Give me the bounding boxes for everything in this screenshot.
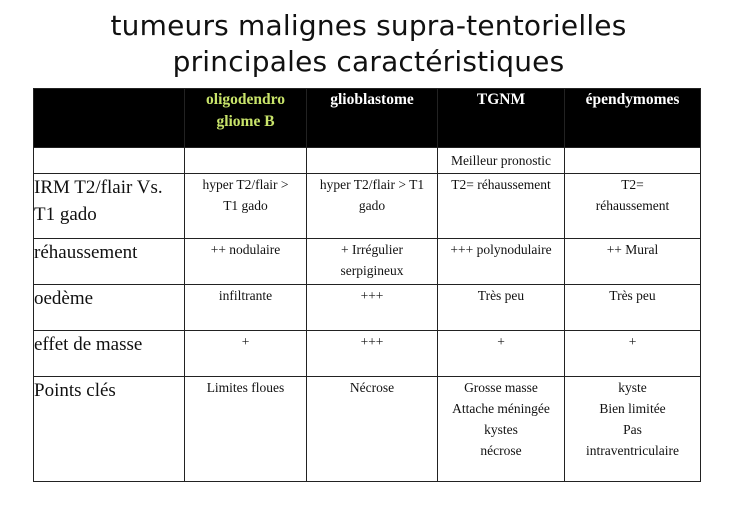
- cell-rehaussement-glio: [307, 239, 438, 285]
- cell-rehaussement-ependy: [565, 239, 701, 285]
- cell-text: intraventriculaire: [586, 443, 679, 458]
- cell-text: kyste: [618, 380, 647, 395]
- cell-text: hyper T2/flair >: [202, 177, 289, 192]
- cell-masse-glio: [307, 331, 438, 377]
- table-row-effet-de-masse: [34, 331, 701, 377]
- cell-masse-oligo: [185, 331, 307, 377]
- cell-text: T1 gado: [223, 198, 268, 213]
- table-row-rehaussement: [34, 239, 701, 285]
- table-row-prognosis: [34, 148, 701, 174]
- header-ependymomes: épendymomes: [565, 89, 701, 148]
- cell-empty-label: [34, 148, 185, 174]
- cell-text: +: [241, 334, 250, 349]
- cell-rehaussement-oligo: [185, 239, 307, 285]
- header-oligodendrogliome: [185, 89, 307, 148]
- cell-oedeme-oligo: [185, 285, 307, 331]
- cell-text: +++: [360, 334, 384, 349]
- cell-text: +: [497, 334, 505, 349]
- row-label-irm: [34, 174, 185, 239]
- cell-empty-glio: [307, 148, 438, 174]
- cell-text: +++: [360, 288, 384, 303]
- row-label-rehaussement: réhaussement: [34, 239, 185, 285]
- slide-title-line-2: principales caractéristiques: [172, 45, 565, 78]
- cell-oedeme-glio: [307, 285, 438, 331]
- cell-text: Très peu: [477, 288, 525, 303]
- cell-text: ++ nodulaire: [210, 242, 281, 257]
- cell-points-glio: [307, 377, 438, 482]
- cell-text: réhaussement: [595, 198, 670, 213]
- cell-oedeme-tgnm: [438, 285, 565, 331]
- table-row-points-cles: [34, 377, 701, 482]
- cell-points-oligo: [185, 377, 307, 482]
- cell-text: ++ Mural: [606, 242, 659, 257]
- cell-text: T2= réhaussement: [451, 177, 551, 192]
- cell-text: Pas: [623, 422, 642, 437]
- cell-text: Attache méningée: [452, 401, 550, 416]
- cell-text: Bien limitée: [599, 401, 666, 416]
- cell-text: Nécrose: [349, 380, 395, 395]
- row-label-irm-line-1: IRM T2/flair: [34, 177, 133, 198]
- cell-text: Grosse masse: [464, 380, 538, 395]
- cell-text: gado: [358, 198, 386, 213]
- cell-tgnm-prognosis: [438, 148, 565, 174]
- row-label-effet-de-masse: effet de masse: [34, 331, 185, 377]
- cell-rehaussement-tgnm: [438, 239, 565, 285]
- cell-text: +++ polynodulaire: [450, 242, 552, 257]
- row-label-oedeme: oedème: [34, 285, 185, 331]
- header-corner: [34, 89, 185, 148]
- row-label-points-cles: Points clés: [34, 377, 185, 482]
- cell-text: nécrose: [480, 443, 522, 458]
- header-oligo-line-1: oligodendro: [206, 91, 285, 108]
- table-header-row: [34, 89, 701, 148]
- cell-irm-oligo: [185, 174, 307, 239]
- cell-masse-ependy: [565, 331, 701, 377]
- cell-empty-oligo: [185, 148, 307, 174]
- cell-points-ependy: [565, 377, 701, 482]
- comparison-table: [33, 88, 701, 482]
- cell-irm-ependy: [565, 174, 701, 239]
- cell-irm-tgnm: [438, 174, 565, 239]
- cell-text: serpigineux: [340, 263, 404, 278]
- table-row-irm: [34, 174, 701, 239]
- cell-text: Limites floues: [206, 380, 285, 395]
- cell-empty-ependy: [565, 148, 701, 174]
- cell-masse-tgnm: [438, 331, 565, 377]
- cell-text: T2=: [621, 177, 644, 192]
- cell-text: + Irrégulier: [341, 242, 403, 257]
- slide-title: [0, 8, 737, 80]
- header-glioblastome: glioblastome: [307, 89, 438, 148]
- cell-text: +: [628, 334, 637, 349]
- slide-title-line-1: tumeurs malignes supra-tentorielles: [110, 9, 627, 42]
- prognosis-text: Meilleur pronostic: [450, 153, 552, 168]
- cell-text: Très peu: [609, 288, 656, 303]
- cell-points-tgnm: [438, 377, 565, 482]
- table-row-oedeme: [34, 285, 701, 331]
- header-oligo-line-2: gliome B: [216, 113, 275, 130]
- cell-text: infiltrante: [218, 288, 273, 303]
- cell-irm-glio: [307, 174, 438, 239]
- cell-text: kystes: [484, 422, 518, 437]
- row-label-irm-line-2: Vs. T1 gado: [34, 177, 163, 225]
- cell-text: hyper T2/flair > T1: [319, 177, 425, 192]
- cell-oedeme-ependy: [565, 285, 701, 331]
- header-tgnm: TGNM: [438, 89, 565, 148]
